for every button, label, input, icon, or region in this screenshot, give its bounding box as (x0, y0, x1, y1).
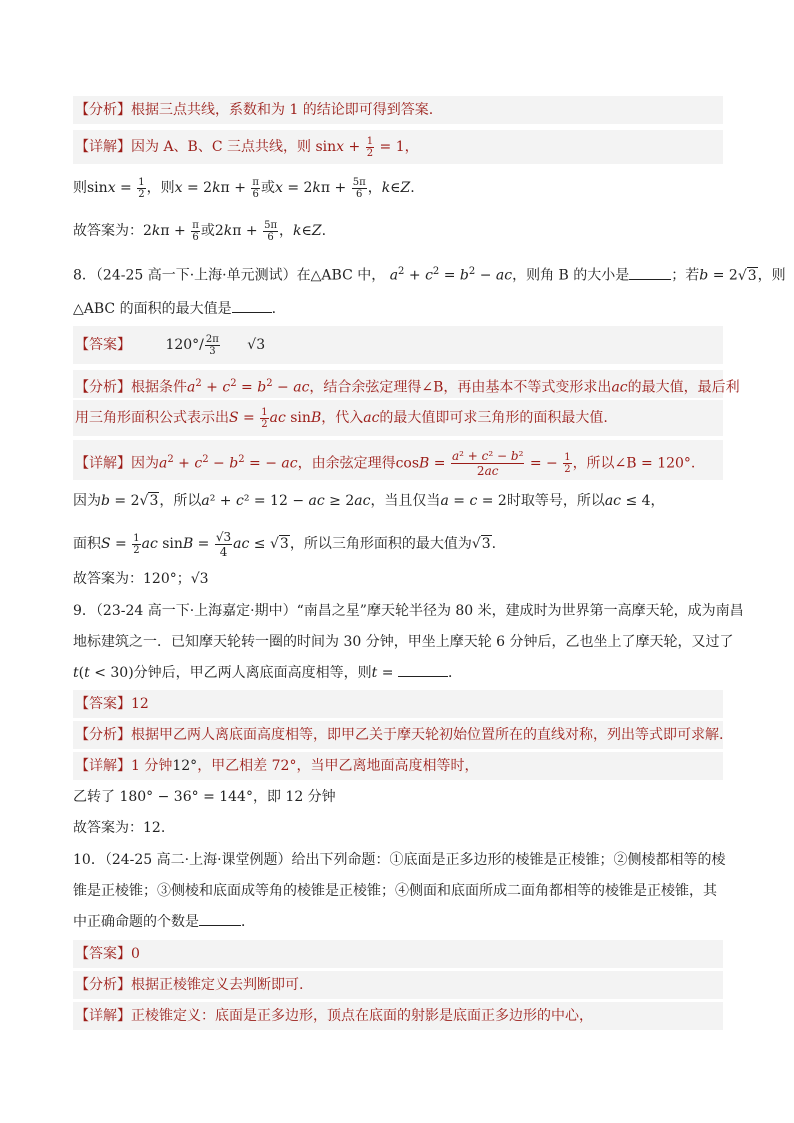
q9-answer: 【答案】12 (73, 690, 723, 718)
analysis-label: 【分析】 (75, 102, 131, 118)
q10-stem-line2: 锥是正棱锥；③侧棱和底面成等角的棱锥是正棱锥；④侧面和底面所成二面角都相等的棱锥是正棱锥，其 (73, 883, 717, 899)
q9-stem-line2: 地标建筑之一．已知摩天轮转一圈的时间为 30 分钟，甲坐上摩天轮 6 分钟后，乙也坐上了摩天轮，又过了 (73, 634, 734, 650)
answer-blank[interactable] (629, 278, 671, 280)
p7-detail: 【详解】因为 A、B、C 三点共线，则 sinx + $\frac{1}{2}$ = 1， (73, 130, 723, 164)
answer-blank[interactable] (398, 675, 448, 677)
p7-final-answer: 故答案为：2kπ + $\frac{\pi}{6}$ 或2kπ + $\frac{5\pi}{6}$ ，k∈Z. (73, 219, 327, 243)
q8-detail-3: 面积S = $\frac{1}{2}$ ac sinB = $\frac{√3}{4}$ ac ≤ √3，所以三角形面积的最大值为√3. (73, 529, 497, 559)
answer-blank[interactable] (199, 924, 241, 926)
q10-stem-line1: 10．（24-25 高二·上海·课堂例题）给出下列命题：①底面是正多边形的棱锥是正棱锥；②侧棱都相等的棱 (73, 852, 726, 868)
q10-answer: 【答案】0 (73, 940, 723, 968)
p7-analysis: 【分析】根据三点共线，系数和为 1 的结论即可得到答案. (73, 96, 723, 124)
q8-stem-line2: △ABC 的面积的最大值是 . (73, 301, 277, 317)
q8-analysis-2: 用三角形面积公式表示出S = $\frac{1}{2}$ ac sinB，代入ac的最大值即可求三角形的面积最大值. (73, 400, 723, 436)
q8-final-answer: 故答案为：120°；√3 (73, 571, 209, 587)
q10-analysis: 【分析】根据正棱锥定义去判断即可. (73, 971, 723, 999)
q8-answer: 【答案】 120°/ $\frac{2\pi}{3}$ √3 (73, 326, 723, 364)
q9-detail: 【详解】1 分钟12°，甲乙相差 72°，当甲乙离地面高度相等时， (73, 752, 723, 780)
detail-label: 【详解】 (75, 139, 131, 155)
q10-stem-line3: 中正确命题的个数是 ． (73, 914, 255, 930)
q8-detail-2: 因为b = 2√3，所以a² + c² = 12 − ac ≥ 2ac，当且仅当a = c = 2时取等号，所以ac ≤ 4， (73, 493, 665, 509)
q9-final-answer: 故答案为：12. (73, 820, 166, 836)
q9-analysis: 【分析】根据甲乙两人离底面高度相等，即甲乙关于摩天轮初始位置所在的直线对称，列出等式即可求解. (73, 721, 723, 749)
p7-detail-line2: 则sinx = $\frac{1}{2}$ ，则x = 2kπ + $\frac{\pi}{6}$ 或x = 2kπ + $\frac{5\pi}{6}$ ，k∈Z. (73, 176, 415, 200)
q8-stem-line1: 8．（24-25 高一下·上海·单元测试）在△ABC 中， $a^2 + c^2 = b^2$ − ac，则角 B 的大小是 ；若b = 2√3，则 (73, 266, 786, 284)
q8-detail-1: 【详解】因为$a^2 + c^2 - b^2$ = − ac，由余弦定理得cosB = $\frac{\text{a² + c² − b²}}{2ac}$ = − $\frac{1}{2}$ ，所以∠B = 120°. (73, 440, 723, 480)
q9-stem-line3: t(t < 30)分钟后，甲乙两人离底面高度相等，则t = ． (73, 665, 462, 681)
answer-blank[interactable] (232, 311, 272, 313)
q8-analysis-1: 【分析】根据条件$a^2 + c^2 = b^2$ − ac，结合余弦定理得∠B，再由基本不等式变形求出ac的最大值，最后利 (73, 370, 723, 398)
q9-stem-line1: 9．（23-24 高一下·上海嘉定·期中）“南昌之星”摩天轮半径为 80 米，建成时为世界第一高摩天轮，成为南昌 (73, 603, 744, 619)
q9-detail-2: 乙转了 180° − 36° = 144°，即 12 分钟 (73, 789, 336, 805)
q10-detail: 【详解】正棱锥定义：底面是正多边形，顶点在底面的射影是底面正多边形的中心， (73, 1002, 723, 1030)
